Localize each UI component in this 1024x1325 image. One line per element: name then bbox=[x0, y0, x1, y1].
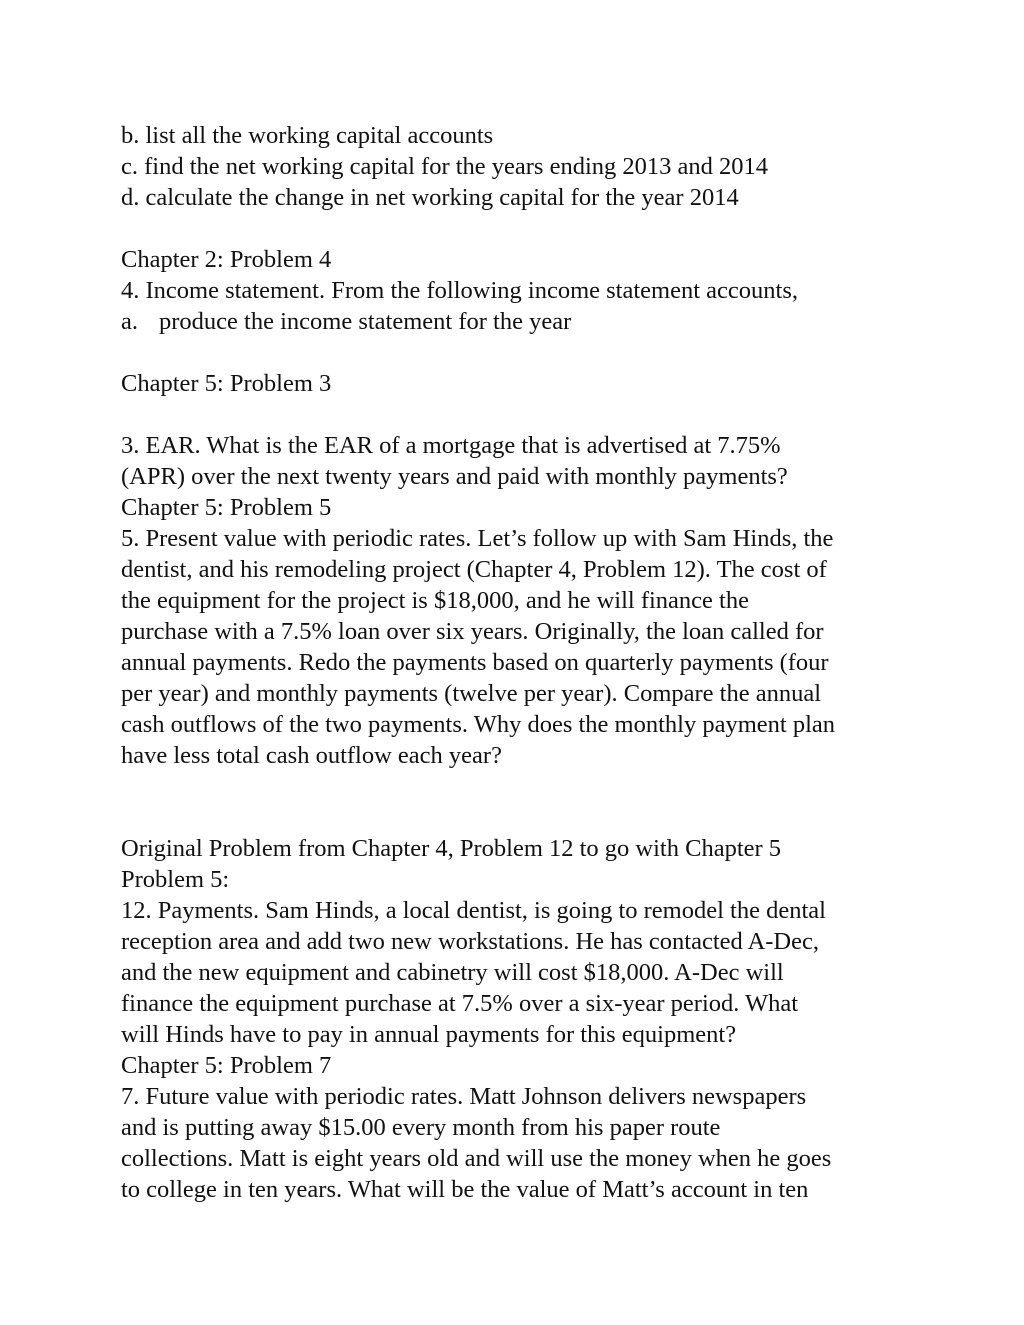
chapter5-problem7-line: collections. Matt is eight years old and will use the money when he goes bbox=[121, 1145, 832, 1172]
chapter5-problem3-heading: Chapter 5: Problem 3 bbox=[121, 370, 332, 397]
item-a-text: produce the income statement for the year bbox=[159, 308, 572, 335]
chapter5-problem5-line: 5. Present value with periodic rates. Let’s follow up with Sam Hinds, the bbox=[121, 525, 834, 552]
chapter5-problem5-line: per year) and monthly payments (twelve per year). Compare the annual bbox=[121, 680, 822, 707]
original-problem-heading: Original Problem from Chapter 4, Problem 12 to go with Chapter 5 bbox=[121, 835, 782, 862]
chapter2-problem4 bbox=[121, 244, 921, 337]
chapter2-problem4-text: 4. Income statement. From the following income statement accounts, bbox=[121, 277, 798, 304]
original-problem-line: finance the equipment purchase at 7.5% over a six-year period. What bbox=[121, 990, 799, 1017]
original-problem-line: reception area and add two new workstations. He has contacted A-Dec, bbox=[121, 928, 819, 955]
chapter5-problem5-line: annual payments. Redo the payments based on quarterly payments (four bbox=[121, 649, 829, 676]
chapter5-problem7-line: 7. Future value with periodic rates. Matt Johnson delivers newspapers bbox=[121, 1083, 807, 1110]
spacer bbox=[121, 337, 921, 368]
chapter5-problem5-line: the equipment for the project is $18,000, and he will finance the bbox=[121, 587, 749, 614]
item-a-marker: a. bbox=[121, 308, 138, 335]
chapter5-problem5-line: dentist, and his remodeling project (Chapter 4, Problem 12). The cost of bbox=[121, 556, 827, 583]
spacer bbox=[121, 213, 921, 244]
original-problem-line: and the new equipment and cabinetry will cost $18,000. A-Dec will bbox=[121, 959, 784, 986]
chapter5-problem5-line: purchase with a 7.5% loan over six years. Originally, the loan called for bbox=[121, 618, 824, 645]
task-c: c. find the net working capital for the years ending 2013 and 2014 bbox=[121, 153, 769, 180]
chapter5-problem7-line: to college in ten years. What will be the value of Matt’s account in ten bbox=[121, 1176, 809, 1203]
chapter5-problem5 bbox=[121, 492, 921, 771]
chapter5-problem5-line: cash outflows of the two payments. Why does the monthly payment plan bbox=[121, 711, 836, 738]
chapter5-problem5-line: have less total cash outflow each year? bbox=[121, 742, 502, 769]
chapter5-problem3-line: (APR) over the next twenty years and paid with monthly payments? bbox=[121, 463, 788, 490]
original-problem-line: will Hinds have to pay in annual payments for this equipment? bbox=[121, 1021, 737, 1048]
chapter5-problem5-heading: Chapter 5: Problem 5 bbox=[121, 494, 332, 521]
chapter2-problem4-heading: Chapter 2: Problem 4 bbox=[121, 246, 332, 273]
spacer bbox=[121, 771, 921, 833]
chapter5-problem7 bbox=[121, 1050, 921, 1205]
chapter2-problem4-item-a bbox=[121, 306, 921, 337]
task-b: b. list all the working capital accounts bbox=[121, 122, 494, 149]
original-problem-heading: Problem 5: bbox=[121, 866, 230, 893]
document-page bbox=[121, 120, 921, 1205]
chapter5-problem7-heading: Chapter 5: Problem 7 bbox=[121, 1052, 332, 1079]
chapter5-problem7-line: and is putting away $15.00 every month from his paper route bbox=[121, 1114, 721, 1141]
working-capital-tasks bbox=[121, 120, 921, 213]
task-d: d. calculate the change in net working capital for the year 2014 bbox=[121, 184, 739, 211]
original-problem-line: 12. Payments. Sam Hinds, a local dentist, is going to remodel the dental bbox=[121, 897, 826, 924]
chapter5-problem3 bbox=[121, 368, 921, 492]
spacer bbox=[121, 399, 921, 430]
chapter5-problem3-line: 3. EAR. What is the EAR of a mortgage that is advertised at 7.75% bbox=[121, 432, 781, 459]
original-problem bbox=[121, 833, 921, 1050]
